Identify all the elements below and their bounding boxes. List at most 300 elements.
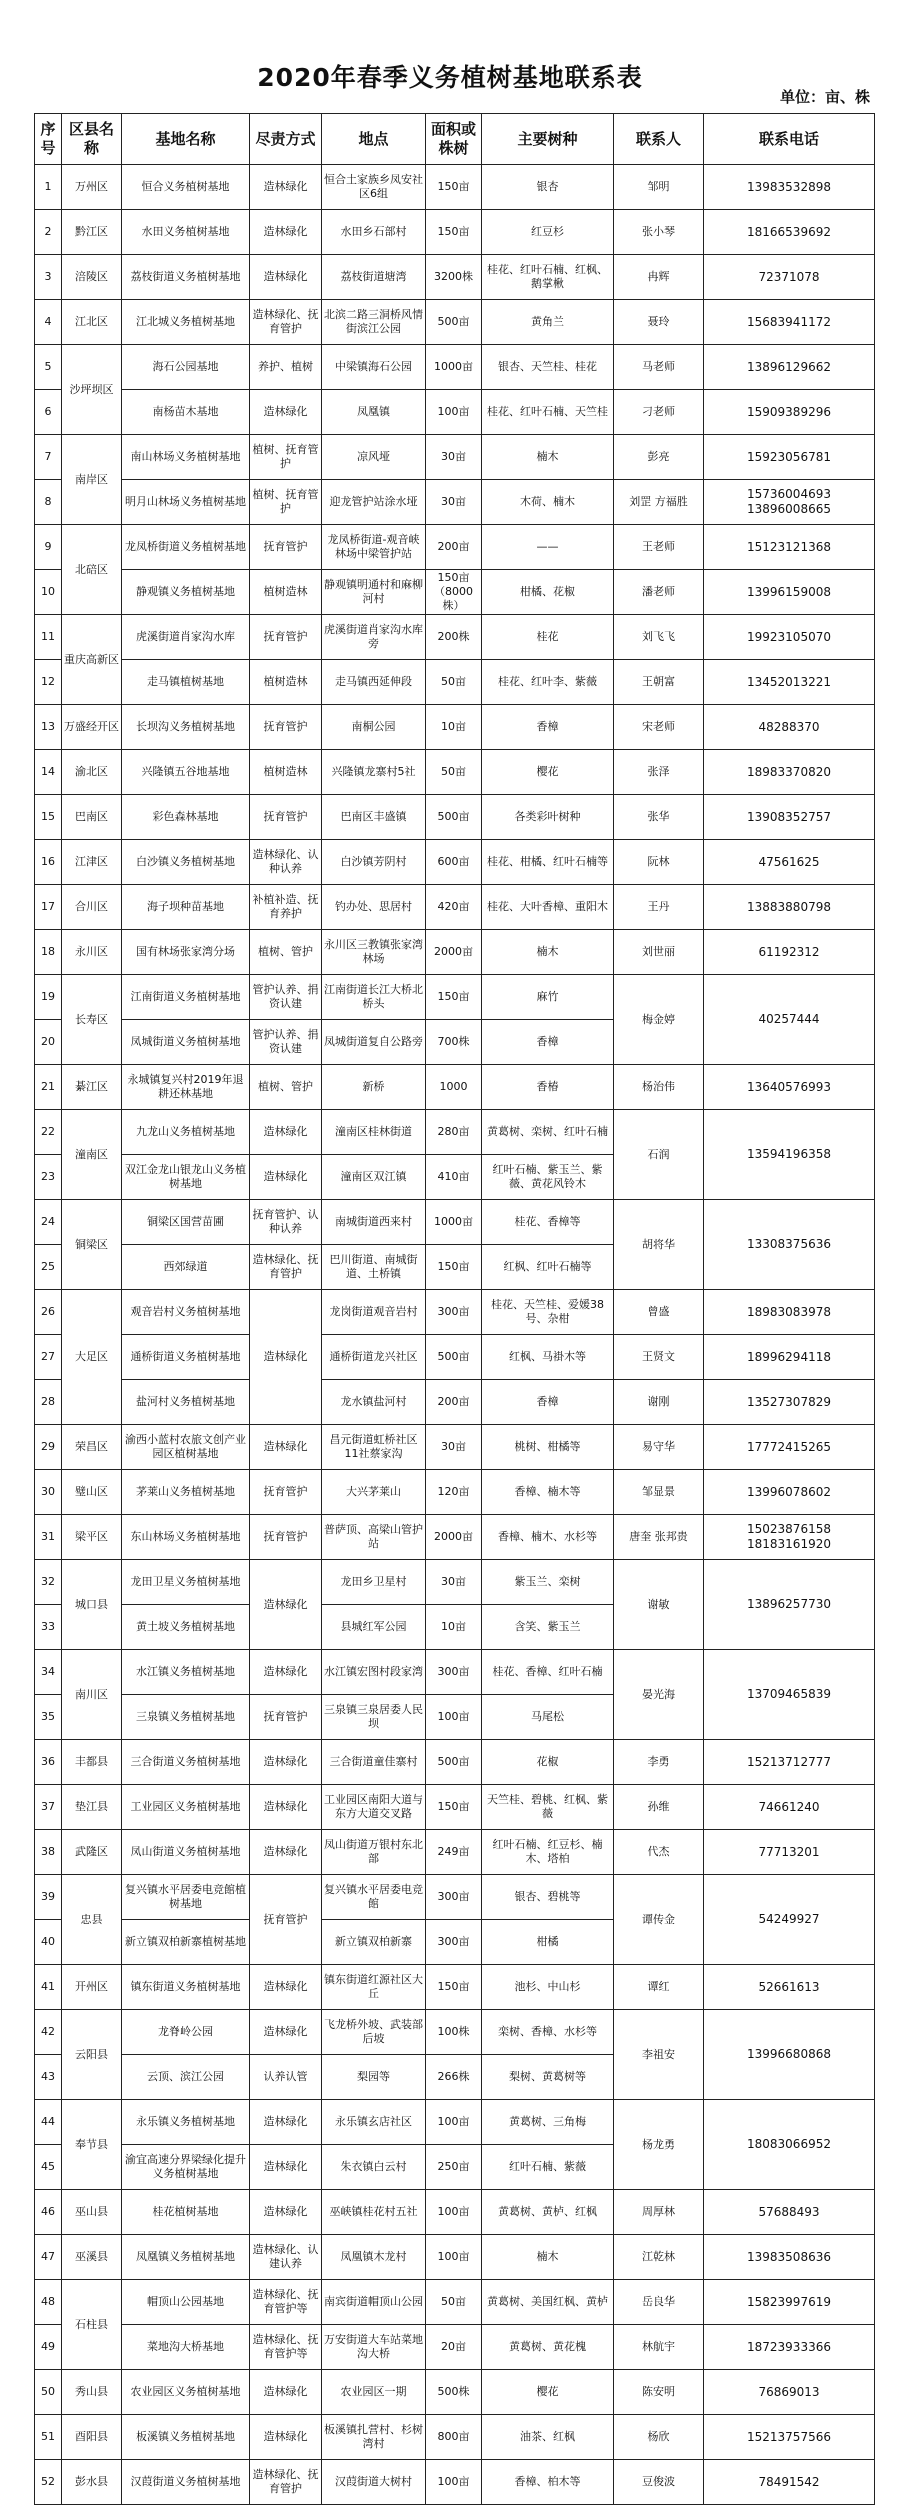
cell-location: 飞龙桥外坡、武装部后坡 [322, 2010, 426, 2055]
cell-no: 46 [35, 2190, 62, 2235]
cell-base: 长坝沟义务植树基地 [122, 705, 250, 750]
cell-no: 20 [35, 1020, 62, 1065]
cell-contact: 杨治伟 [614, 1065, 704, 1110]
table-row [35, 1740, 875, 1785]
cell-base: 云顶、滨江公园 [122, 2055, 250, 2100]
cell-area: 500株 [426, 2370, 482, 2415]
cell-contact: 曾盛 [614, 1290, 704, 1335]
cell-no: 22 [35, 1110, 62, 1155]
cell-base: 帽顶山公园基地 [122, 2280, 250, 2325]
cell-location: 工业园区南阳大道与东方大道交叉路 [322, 1785, 426, 1830]
cell-contact: 李祖安 [614, 2010, 704, 2100]
cell-species: 香樟 [482, 1380, 614, 1425]
table-row [35, 570, 875, 615]
cell-species: 银杏、天竺桂、桂花 [482, 345, 614, 390]
table-row [35, 300, 875, 345]
table-row [35, 255, 875, 300]
cell-location: 昌元街道虹桥社区11社蔡家沟 [322, 1425, 426, 1470]
cell-location: 水江镇宏图村段家湾 [322, 1650, 426, 1695]
cell-species: 桃树、柑橘等 [482, 1425, 614, 1470]
cell-no: 27 [35, 1335, 62, 1380]
cell-species: 梨树、黄葛树等 [482, 2055, 614, 2100]
cell-contact: 冉辉 [614, 255, 704, 300]
cell-phone: 13527307829 [704, 1380, 875, 1425]
cell-contact: 刘罡 方福胜 [614, 480, 704, 525]
cell-method: 抚育管护 [250, 795, 322, 840]
cell-method: 抚育管护 [250, 1470, 322, 1515]
cell-contact: 代杰 [614, 1830, 704, 1875]
cell-base: 黄土坡义务植树基地 [122, 1605, 250, 1650]
cell-base: 水田义务植树基地 [122, 210, 250, 255]
cell-method: 造林绿化 [250, 1650, 322, 1695]
cell-method: 造林绿化 [250, 1965, 322, 2010]
header-location: 地点 [322, 114, 426, 165]
cell-location: 凤城街道复自公路旁 [322, 1020, 426, 1065]
cell-species: 黄葛树、黄栌、红枫 [482, 2190, 614, 2235]
cell-contact: 江乾林 [614, 2235, 704, 2280]
cell-area: 30亩 [426, 1560, 482, 1605]
cell-district: 彭水县 [62, 2460, 122, 2505]
cell-area: 300亩 [426, 1920, 482, 1965]
cell-species: 红枫、红叶石楠等 [482, 1245, 614, 1290]
cell-species: 木荷、楠木 [482, 480, 614, 525]
cell-method: 植树、抚育管护 [250, 480, 322, 525]
cell-no: 41 [35, 1965, 62, 2010]
cell-area: 200亩 [426, 1380, 482, 1425]
cell-location: 钓办处、思居村 [322, 885, 426, 930]
cell-area: 249亩 [426, 1830, 482, 1875]
cell-area: 100亩 [426, 2235, 482, 2280]
cell-phone: 13996078602 [704, 1470, 875, 1515]
cell-method: 造林绿化 [250, 255, 322, 300]
cell-district: 酉阳县 [62, 2415, 122, 2460]
cell-location: 万安街道大车站菜地沟大桥 [322, 2325, 426, 2370]
cell-contact: 谭红 [614, 1965, 704, 2010]
cell-location: 巫峡镇桂花村五社 [322, 2190, 426, 2235]
header-no: 序号 [35, 114, 62, 165]
cell-phone: 19923105070 [704, 615, 875, 660]
cell-no: 36 [35, 1740, 62, 1785]
cell-no: 19 [35, 975, 62, 1020]
cell-contact: 晏光海 [614, 1650, 704, 1740]
cell-base: 龙凤桥街道义务植树基地 [122, 525, 250, 570]
cell-district: 南岸区 [62, 435, 122, 525]
cell-location: 永乐镇玄店社区 [322, 2100, 426, 2145]
table-row [35, 1110, 875, 1155]
cell-species: 黄葛树、三角梅 [482, 2100, 614, 2145]
cell-species: 桂花、大叶香樟、重阳木 [482, 885, 614, 930]
cell-method: 造林绿化 [250, 1785, 322, 1830]
cell-base: 虎溪街道肖家沟水库 [122, 615, 250, 660]
cell-phone: 15683941172 [704, 300, 875, 345]
cell-phone: 15923056781 [704, 435, 875, 480]
cell-species: 桂花 [482, 615, 614, 660]
cell-base: 工业园区义务植树基地 [122, 1785, 250, 1830]
cell-method: 造林绿化 [250, 1425, 322, 1470]
cell-no: 17 [35, 885, 62, 930]
cell-district: 城口县 [62, 1560, 122, 1650]
table-row [35, 210, 875, 255]
cell-no: 5 [35, 345, 62, 390]
cell-location: 县城红军公园 [322, 1605, 426, 1650]
cell-phone: 18996294118 [704, 1335, 875, 1380]
cell-location: 南桐公园 [322, 705, 426, 750]
cell-base: 渝宜高速分界梁绿化提升义务植树基地 [122, 2145, 250, 2190]
cell-base: 三泉镇义务植树基地 [122, 1695, 250, 1740]
cell-district: 万州区 [62, 165, 122, 210]
cell-district: 巫溪县 [62, 2235, 122, 2280]
cell-area: 800亩 [426, 2415, 482, 2460]
cell-location: 永川区三教镇张家湾林场 [322, 930, 426, 975]
cell-area: 700株 [426, 1020, 482, 1065]
cell-base: 明月山林场义务植树基地 [122, 480, 250, 525]
cell-base: 渝西小蓝村农旅文创产业园区植树基地 [122, 1425, 250, 1470]
cell-phone: 18983370820 [704, 750, 875, 795]
cell-contact: 谢刚 [614, 1380, 704, 1425]
cell-contact: 唐奎 张邦贵 [614, 1515, 704, 1560]
cell-species: 黄角兰 [482, 300, 614, 345]
cell-district: 长寿区 [62, 975, 122, 1065]
cell-no: 16 [35, 840, 62, 885]
cell-area: 1000亩 [426, 1200, 482, 1245]
table-row [35, 750, 875, 795]
cell-species: 香樟、楠木、水杉等 [482, 1515, 614, 1560]
cell-contact: 岳良华 [614, 2280, 704, 2325]
cell-no: 23 [35, 1155, 62, 1200]
cell-method: 造林绿化、抚育管护 [250, 300, 322, 345]
cell-area: 30亩 [426, 1425, 482, 1470]
cell-contact: 王老师 [614, 525, 704, 570]
cell-district: 璧山区 [62, 1470, 122, 1515]
cell-district: 巴南区 [62, 795, 122, 840]
table-row [35, 660, 875, 705]
table-row [35, 1830, 875, 1875]
cell-location: 板溪镇扎营村、杉树湾村 [322, 2415, 426, 2460]
cell-species: 红叶石楠、红豆杉、楠木、塔柏 [482, 1830, 614, 1875]
cell-area: 50亩 [426, 750, 482, 795]
table-row [35, 2370, 875, 2415]
cell-district: 沙坪坝区 [62, 345, 122, 435]
cell-contact: 林航宇 [614, 2325, 704, 2370]
cell-contact: 宋老师 [614, 705, 704, 750]
cell-location: 龙凤桥街道-观音峡林场中梁管护站 [322, 525, 426, 570]
cell-district: 合川区 [62, 885, 122, 930]
cell-phone: 15909389296 [704, 390, 875, 435]
cell-phone: 13983508636 [704, 2235, 875, 2280]
cell-contact: 王朝富 [614, 660, 704, 705]
cell-phone: 13908352757 [704, 795, 875, 840]
cell-base: 静观镇义务植树基地 [122, 570, 250, 615]
cell-species: 黄葛树、黄花槐 [482, 2325, 614, 2370]
cell-location: 镇东街道红源社区大丘 [322, 1965, 426, 2010]
unit-note: 单位：亩、株 [779, 88, 870, 106]
cell-contact: 王丹 [614, 885, 704, 930]
cell-no: 50 [35, 2370, 62, 2415]
cell-no: 7 [35, 435, 62, 480]
cell-phone: 15213712777 [704, 1740, 875, 1785]
cell-area: 50亩 [426, 660, 482, 705]
cell-base: 铜梁区国营苗圃 [122, 1200, 250, 1245]
cell-base: 凤城街道义务植树基地 [122, 1020, 250, 1065]
cell-phone: 72371078 [704, 255, 875, 300]
cell-phone: 77713201 [704, 1830, 875, 1875]
cell-phone: 15823997619 [704, 2280, 875, 2325]
document-title: 2020年春季义务植树基地联系表 [257, 63, 643, 92]
cell-no: 2 [35, 210, 62, 255]
cell-district: 巫山县 [62, 2190, 122, 2235]
cell-district: 綦江区 [62, 1065, 122, 1110]
table-row [35, 1380, 875, 1425]
cell-method: 造林绿化 [250, 2145, 322, 2190]
cell-contact: 杨龙勇 [614, 2100, 704, 2190]
cell-no: 51 [35, 2415, 62, 2460]
cell-contact: 王贤文 [614, 1335, 704, 1380]
cell-species: 红枫、马褂木等 [482, 1335, 614, 1380]
cell-phone: 57688493 [704, 2190, 875, 2235]
header-row [35, 114, 875, 165]
cell-location: 兴隆镇龙寨村5社 [322, 750, 426, 795]
cell-district: 渝北区 [62, 750, 122, 795]
cell-area: 150亩 [426, 1965, 482, 2010]
cell-location: 农业园区一期 [322, 2370, 426, 2415]
cell-location: 中梁镇海石公园 [322, 345, 426, 390]
cell-phone: 78491542 [704, 2460, 875, 2505]
cell-district: 梁平区 [62, 1515, 122, 1560]
table-row [35, 705, 875, 750]
cell-location: 龙水镇盐河村 [322, 1380, 426, 1425]
cell-base: 江北城义务植树基地 [122, 300, 250, 345]
cell-district: 丰都县 [62, 1740, 122, 1785]
table-row [35, 435, 875, 480]
cell-location: 北滨二路三洞桥风情街滨江公园 [322, 300, 426, 345]
cell-phone: 15123121368 [704, 525, 875, 570]
cell-location: 通桥街道龙兴社区 [322, 1335, 426, 1380]
cell-area: 600亩 [426, 840, 482, 885]
cell-method: 植树、抚育管护 [250, 435, 322, 480]
cell-area: 100株 [426, 2010, 482, 2055]
cell-phone: 13640576993 [704, 1065, 875, 1110]
cell-contact: 豆俊波 [614, 2460, 704, 2505]
cell-area: 2000亩 [426, 930, 482, 975]
cell-contact: 潘老师 [614, 570, 704, 615]
cell-method: 造林绿化 [250, 2100, 322, 2145]
cell-no: 21 [35, 1065, 62, 1110]
cell-base: 三合街道义务植树基地 [122, 1740, 250, 1785]
table-body [35, 165, 875, 2505]
cell-area: 150亩 [426, 210, 482, 255]
cell-method: 造林绿化 [250, 210, 322, 255]
cell-method: 植树造林 [250, 570, 322, 615]
cell-phone: 13308375636 [704, 1200, 875, 1290]
cell-area: 30亩 [426, 480, 482, 525]
cell-no: 12 [35, 660, 62, 705]
table-row [35, 1470, 875, 1515]
table-row [35, 1065, 875, 1110]
cell-location: 南宾街道帽顶山公园 [322, 2280, 426, 2325]
header-method: 尽责方式 [250, 114, 322, 165]
cell-no: 15 [35, 795, 62, 840]
header-area: 面积或株树 [426, 114, 482, 165]
cell-species: 楠木 [482, 435, 614, 480]
cell-phone: 13883880798 [704, 885, 875, 930]
cell-no: 8 [35, 480, 62, 525]
table-row [35, 1650, 875, 1695]
cell-method: 植树、管护 [250, 930, 322, 975]
cell-base: 白沙镇义务植树基地 [122, 840, 250, 885]
cell-location: 凉风垭 [322, 435, 426, 480]
table-row [35, 2280, 875, 2325]
cell-species: 红叶石楠、紫薇 [482, 2145, 614, 2190]
cell-no: 10 [35, 570, 62, 615]
table-row [35, 2460, 875, 2505]
table-row [35, 795, 875, 840]
cell-area: 1000亩 [426, 345, 482, 390]
cell-no: 9 [35, 525, 62, 570]
cell-contact: 周厚林 [614, 2190, 704, 2235]
cell-species: 桂花、红叶石楠、红枫、鹅掌楸 [482, 255, 614, 300]
cell-phone: 13996680868 [704, 2010, 875, 2100]
cell-area: 200亩 [426, 525, 482, 570]
cell-method: 管护认养、捐资认建 [250, 1020, 322, 1065]
cell-base: 盐河村义务植树基地 [122, 1380, 250, 1425]
cell-base: 汉葭街道义务植树基地 [122, 2460, 250, 2505]
cell-location: 白沙镇芳阴村 [322, 840, 426, 885]
cell-contact: 邹显景 [614, 1470, 704, 1515]
cell-area: 300亩 [426, 1650, 482, 1695]
cell-location: 朱衣镇白云村 [322, 2145, 426, 2190]
table-row [35, 2190, 875, 2235]
cell-location: 新桥 [322, 1065, 426, 1110]
cell-area: 280亩 [426, 1110, 482, 1155]
cell-method: 造林绿化 [250, 165, 322, 210]
cell-method: 造林绿化 [250, 1290, 322, 1425]
cell-species: 油茶、红枫 [482, 2415, 614, 2460]
table-row [35, 480, 875, 525]
cell-species: 桂花、柑橘、红叶石楠等 [482, 840, 614, 885]
header-base: 基地名称 [122, 114, 250, 165]
cell-location: 新立镇双柏新寨 [322, 1920, 426, 1965]
cell-base: 菜地沟大桥基地 [122, 2325, 250, 2370]
cell-no: 45 [35, 2145, 62, 2190]
cell-area: 1000 [426, 1065, 482, 1110]
cell-district: 北碚区 [62, 525, 122, 615]
cell-district: 石柱县 [62, 2280, 122, 2370]
cell-no: 26 [35, 1290, 62, 1335]
cell-phone: 18983083978 [704, 1290, 875, 1335]
cell-no: 3 [35, 255, 62, 300]
cell-phone: 13896257730 [704, 1560, 875, 1650]
cell-area: 10亩 [426, 705, 482, 750]
cell-area: 250亩 [426, 2145, 482, 2190]
cell-area: 500亩 [426, 1335, 482, 1380]
cell-district: 重庆高新区 [62, 615, 122, 705]
cell-contact: 李勇 [614, 1740, 704, 1785]
cell-district: 江北区 [62, 300, 122, 345]
cell-contact: 谢敏 [614, 1560, 704, 1650]
cell-species: 樱花 [482, 750, 614, 795]
cell-area: 3200株 [426, 255, 482, 300]
cell-species: 桂花、天竺桂、爱媛38号、杂柑 [482, 1290, 614, 1335]
cell-location: 三泉镇三泉居委人民坝 [322, 1695, 426, 1740]
cell-no: 42 [35, 2010, 62, 2055]
cell-area: 266株 [426, 2055, 482, 2100]
cell-method: 抚育管护 [250, 615, 322, 660]
cell-phone: 13996159008 [704, 570, 875, 615]
cell-contact: 梅金婷 [614, 975, 704, 1065]
cell-phone: 40257444 [704, 975, 875, 1065]
cell-phone: 18083066952 [704, 2100, 875, 2190]
cell-contact: 张泽 [614, 750, 704, 795]
cell-district: 垫江县 [62, 1785, 122, 1830]
cell-location: 恒合土家族乡凤安社区6组 [322, 165, 426, 210]
cell-contact: 易守华 [614, 1425, 704, 1470]
cell-location: 潼南区双江镇 [322, 1155, 426, 1200]
cell-method: 造林绿化 [250, 2190, 322, 2235]
cell-species: 马尾松 [482, 1695, 614, 1740]
cell-no: 39 [35, 1875, 62, 1920]
cell-species: 香樟 [482, 705, 614, 750]
cell-no: 47 [35, 2235, 62, 2280]
cell-base: 彩色森林基地 [122, 795, 250, 840]
table-row [35, 390, 875, 435]
cell-contact: 杨欣 [614, 2415, 704, 2460]
cell-contact: 刘世丽 [614, 930, 704, 975]
cell-base: 新立镇双柏新寨植树基地 [122, 1920, 250, 1965]
cell-method: 抚育管护、认种认养 [250, 1200, 322, 1245]
table-row [35, 1515, 875, 1560]
cell-location: 南城街道西来村 [322, 1200, 426, 1245]
cell-location: 龙岗街道观音岩村 [322, 1290, 426, 1335]
cell-area: 30亩 [426, 435, 482, 480]
cell-contact: 胡将华 [614, 1200, 704, 1290]
cell-area: 150亩 [426, 165, 482, 210]
cell-contact: 孙维 [614, 1785, 704, 1830]
table-row [35, 885, 875, 930]
header-species: 主要树种 [482, 114, 614, 165]
cell-species: 香樟、楠木等 [482, 1470, 614, 1515]
tree-planting-table [34, 113, 875, 2505]
cell-base: 通桥街道义务植树基地 [122, 1335, 250, 1380]
cell-contact: 刘飞飞 [614, 615, 704, 660]
cell-area: 500亩 [426, 300, 482, 345]
cell-district: 云阳县 [62, 2010, 122, 2100]
cell-location: 凤凰镇木龙村 [322, 2235, 426, 2280]
table-row [35, 1290, 875, 1335]
table-row [35, 2010, 875, 2055]
cell-method: 造林绿化 [250, 2415, 322, 2460]
cell-species: 池杉、中山杉 [482, 1965, 614, 2010]
cell-base: 板溪镇义务植树基地 [122, 2415, 250, 2460]
cell-species: 含笑、紫玉兰 [482, 1605, 614, 1650]
cell-method: 造林绿化、认种认养 [250, 840, 322, 885]
cell-area: 100亩 [426, 2100, 482, 2145]
cell-location: 巴南区丰盛镇 [322, 795, 426, 840]
cell-no: 11 [35, 615, 62, 660]
table-row [35, 1965, 875, 2010]
cell-phone: 15736004693 13896008665 [704, 480, 875, 525]
cell-no: 32 [35, 1560, 62, 1605]
cell-species: 各类彩叶树种 [482, 795, 614, 840]
cell-phone: 76869013 [704, 2370, 875, 2415]
cell-location: 迎龙管护站涂水垭 [322, 480, 426, 525]
cell-location: 复兴镇水平居委电竞館 [322, 1875, 426, 1920]
cell-base: 南杨苗木基地 [122, 390, 250, 435]
cell-phone: 74661240 [704, 1785, 875, 1830]
cell-area: 420亩 [426, 885, 482, 930]
cell-no: 1 [35, 165, 62, 210]
cell-area: 150亩 [426, 975, 482, 1020]
cell-district: 南川区 [62, 1650, 122, 1740]
